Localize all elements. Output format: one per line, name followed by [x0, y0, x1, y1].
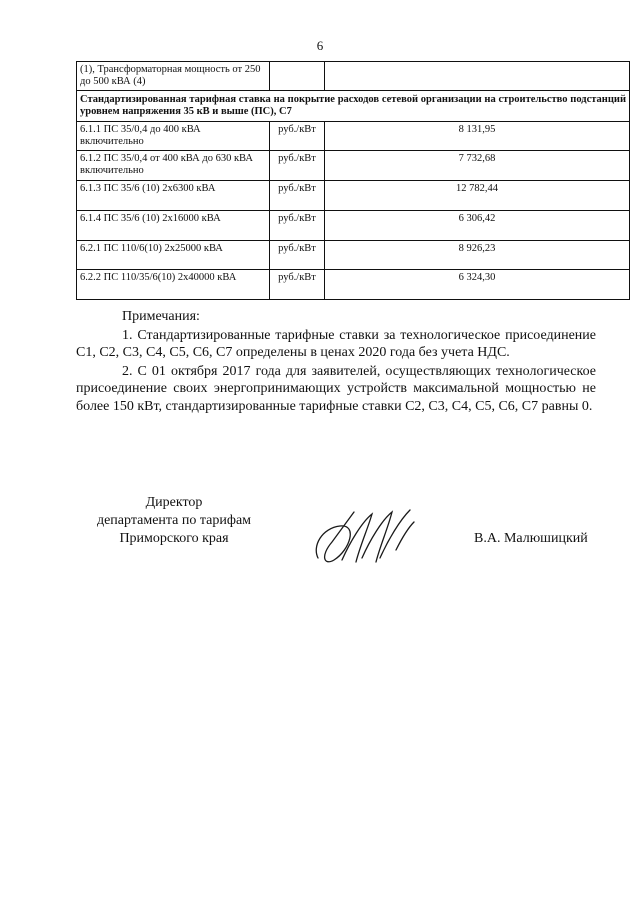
section-header: Стандартизированная тарифная ставка на покрытие расходов сетевой организации на строительство подстанций уровнем напряжения 35 кВ и выше (ПС), С7: [77, 91, 630, 122]
table-row: [77, 241, 630, 270]
row-value: 6 324,30: [325, 270, 630, 300]
row-unit: руб./кВт: [270, 211, 325, 241]
table-row: [77, 270, 630, 300]
table-row: [77, 181, 630, 211]
table-row: [77, 122, 630, 151]
row-unit: руб./кВт: [270, 122, 325, 151]
table-row: [77, 211, 630, 241]
row-name: 6.2.2 ПС 110/35/6(10) 2х40000 кВА: [77, 270, 270, 300]
row-value: 7 732,68: [325, 151, 630, 181]
row-unit: руб./кВт: [270, 181, 325, 211]
row-name: 6.1.4 ПС 35/6 (10) 2х16000 кВА: [77, 211, 270, 241]
row-unit: руб./кВт: [270, 270, 325, 300]
page-number: 6: [316, 38, 324, 53]
row-name: 6.1.2 ПС 35/0,4 от 400 кВА до 630 кВА включительно: [77, 151, 270, 181]
row-name: 6.2.1 ПС 110/6(10) 2х25000 кВА: [77, 241, 270, 270]
row-value: 6 306,42: [325, 211, 630, 241]
row-name: (1), Трансформаторная мощность от 250 до 500 кВА (4): [77, 62, 270, 91]
row-value: [325, 62, 630, 91]
notes-title: Примечания:: [122, 309, 200, 324]
note-item-1: 1. Стандартизированные тарифные ставки за технологическое присоединение С1, С2, С3, С4, С5, С6, С7 определены в ценах 2020 года без учета НДС.: [76, 327, 596, 360]
section-header-row: [77, 91, 630, 122]
notes-section: [76, 308, 596, 415]
row-name: 6.1.3 ПС 35/6 (10) 2х6300 кВА: [77, 181, 270, 211]
row-value: 8 131,95: [325, 122, 630, 151]
tariff-table-body: [77, 62, 630, 300]
row-unit: руб./кВт: [270, 151, 325, 181]
position-line-1: Директор: [145, 495, 203, 510]
row-unit: руб./кВт: [270, 241, 325, 270]
signatory-position: [74, 494, 274, 548]
row-value: 8 926,23: [325, 241, 630, 270]
handwritten-signature-icon: [310, 498, 420, 576]
signature-block: [0, 494, 640, 584]
note-item-2: 2. С 01 октября 2017 года для заявителей, осуществляющих технологическое присоединение своих энергопринимающих устройств максимальной мощностью не более 150 кВт, стандартизированные тарифные ставки С2, С3, С4, С5, С6, С7 равны 0.: [76, 363, 596, 414]
signatory-name: В.А. Малюшицкий: [474, 531, 588, 546]
row-unit: [270, 62, 325, 91]
table-row: [77, 62, 630, 91]
position-line-2: департамента по тарифам: [96, 513, 252, 528]
tariff-table: [76, 61, 630, 300]
row-value: 12 782,44: [325, 181, 630, 211]
table-row: [77, 151, 630, 181]
position-line-3: Приморского края: [119, 531, 229, 546]
row-name: 6.1.1 ПС 35/0,4 до 400 кВА включительно: [77, 122, 270, 151]
